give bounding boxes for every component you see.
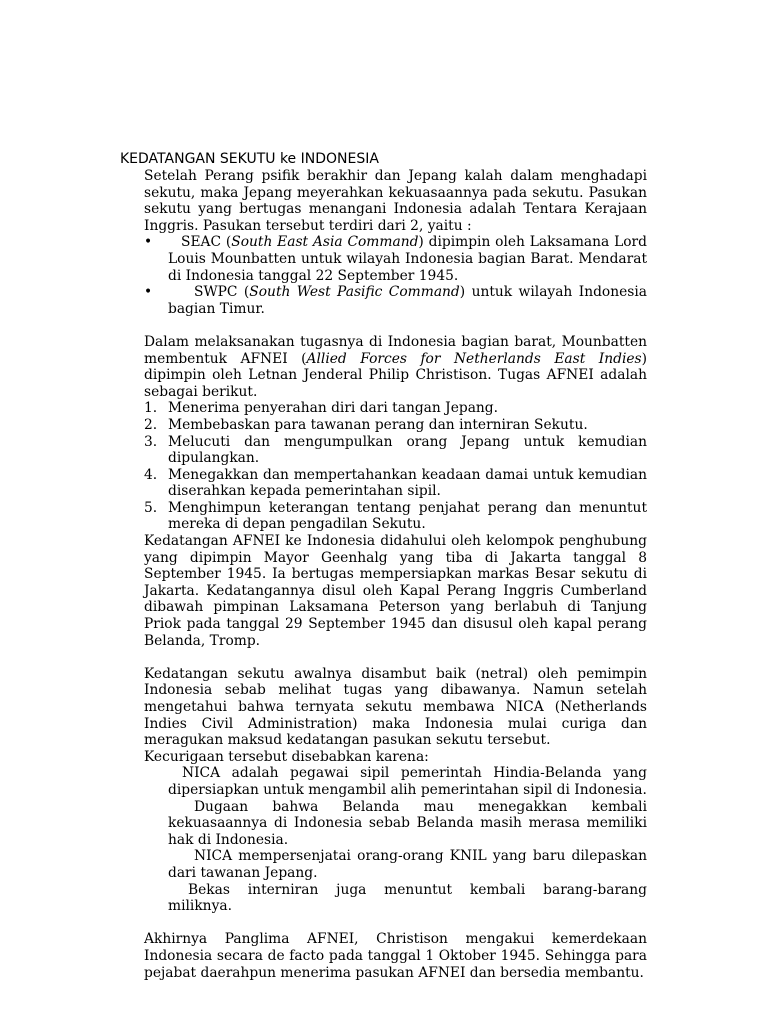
- reason-item: [144, 848, 647, 881]
- duty-item: [144, 500, 647, 533]
- intro-paragraph: Setelah Perang psifik berakhir dan Jepang kalah dalam menghadapi sekutu, maka Jepang meyerahkan kekuasaannya pada sekutu. Pasukan sekutu yang bertugas menangani Indonesia adalah Tentara Kerajaan Inggris. Pasukan tersebut terdiri dari 2, yaitu :: [144, 168, 647, 234]
- force-name: South East Asia Command: [231, 234, 419, 251]
- reason-item: [144, 765, 647, 798]
- duty-number: 5.: [144, 499, 158, 516]
- reason-text: NICA mempersenjatai orang-orang KNIL yang baru dilepaskan dari tawanan Jepang.: [168, 848, 647, 881]
- force-item-swpc: • SWPC (South West Pasific Command) untuk wilayah Indonesia bagian Timur.: [144, 284, 647, 317]
- duty-text: Melucuti dan mengumpulkan orang Jepang untuk kemudian dipulangkan.: [168, 433, 647, 467]
- conclusion-paragraph: Akhirnya Panglima AFNEI, Christison mengakui kemerdekaan Indonesia secara de facto pada tanggal 1 Oktober 1945. Sehingga para pejabat daerahpun menerima pasukan AFNEI dan bersedia membantu.: [144, 931, 647, 981]
- duty-item: [144, 467, 647, 500]
- reason-text: Dugaan bahwa Belanda mau menegakkan kembali kekuasaannya di Indonesia sebab Belanda masih merasa memiliki hak di Indonesia.: [168, 798, 647, 848]
- arrival-paragraph: Kedatangan AFNEI ke Indonesia didahului oleh kelompok penghubung yang dipimpin Mayor Geenhalg yang tiba di Jakarta tanggal 8 September 1945. Ia bertugas mempersiapkan markas Besar sekutu di Jakarta. Kedatangannya disul oleh Kapal Perang Inggris Cumberland dibawah pimpinan Laksamana Peterson yang berlabuh di Tanjung Priok pada tanggal 29 September 1945 dan disusul oleh kapal perang Belanda, Tromp.: [144, 533, 647, 649]
- suspicion-intro: Kecurigaan tersebut disebabkan karena:: [144, 748, 429, 765]
- reason-text: Bekas interniran juga menuntut kembali barang-barang miliknya.: [168, 881, 647, 915]
- bullet-icon: •: [144, 234, 153, 251]
- force-code: SEAC: [181, 234, 222, 251]
- duty-text: Menerima penyerahan diri dari tangan Jepang.: [168, 400, 499, 417]
- reception-paragraph: Kedatangan sekutu awalnya disambut baik (netral) oleh pemimpin Indonesia sebab melihat tugas yang dibawanya. Namun setelah mengetahui bahwa ternyata sekutu membawa NICA (Netherlands Indies Civil Administration) maka Indonesia mulai curiga dan meragukan maksud kedatangan pasukan sekutu tersebut.: [144, 665, 647, 749]
- force-code: SWPC: [194, 284, 238, 301]
- duty-text: Menghimpun keterangan tentang penjahat perang dan menuntut mereka di depan pengadilan Sekutu.: [168, 499, 647, 533]
- force-desc: ) dipimpin oleh Laksamana Lord Louis Mounbatten untuk wilayah Indonesia bagian Barat. Mendarat di Indonesia tanggal 22 September 1945.: [168, 234, 647, 284]
- force-desc: ) untuk wilayah Indonesia bagian Timur.: [168, 284, 647, 317]
- reason-item: [144, 799, 647, 849]
- duty-number: 4.: [144, 466, 158, 483]
- afnei-name: Allied Forces for Netherlands East Indies: [306, 350, 642, 367]
- force-name: South West Pasific Command: [249, 284, 460, 301]
- force-item-seac: • SEAC (South East Asia Command) dipimpin oleh Laksamana Lord Louis Mounbatten untuk wilayah Indonesia bagian Barat. Mendarat di Indonesia tanggal 22 September 1945.: [144, 234, 647, 284]
- reason-text: NICA adalah pegawai sipil pemerintah Hindia-Belanda yang dipersiapkan untuk mengambil alih pemerintahan sipil di Indonesia.: [168, 765, 647, 798]
- duty-item: [144, 417, 647, 434]
- duty-text: Menegakkan dan mempertahankan keadaan damai untuk kemudian diserahkan kepada pemerintahan sipil.: [168, 466, 647, 500]
- duty-number: 2.: [144, 416, 158, 433]
- duty-item: [144, 400, 647, 417]
- document-title: KEDATANGAN SEKUTU ke INDONESIA: [120, 151, 379, 167]
- duty-text: Membebaskan para tawanan perang dan interniran Sekutu.: [168, 416, 588, 433]
- afnei-paragraph: Dalam melaksanakan tugasnya di Indonesia bagian barat, Mounbatten membentuk AFNEI (Allied Forces for Netherlands East Indies) dipimpin oleh Letnan Jenderal Philip Christison. Tugas AFNEI adalah sebagai berikut.: [144, 333, 647, 400]
- bullet-icon: •: [144, 284, 153, 301]
- duty-item: [144, 434, 647, 467]
- document-body: [144, 168, 647, 981]
- duty-number: 3.: [144, 433, 158, 450]
- duty-number: 1.: [144, 400, 158, 417]
- reason-item: [144, 882, 647, 915]
